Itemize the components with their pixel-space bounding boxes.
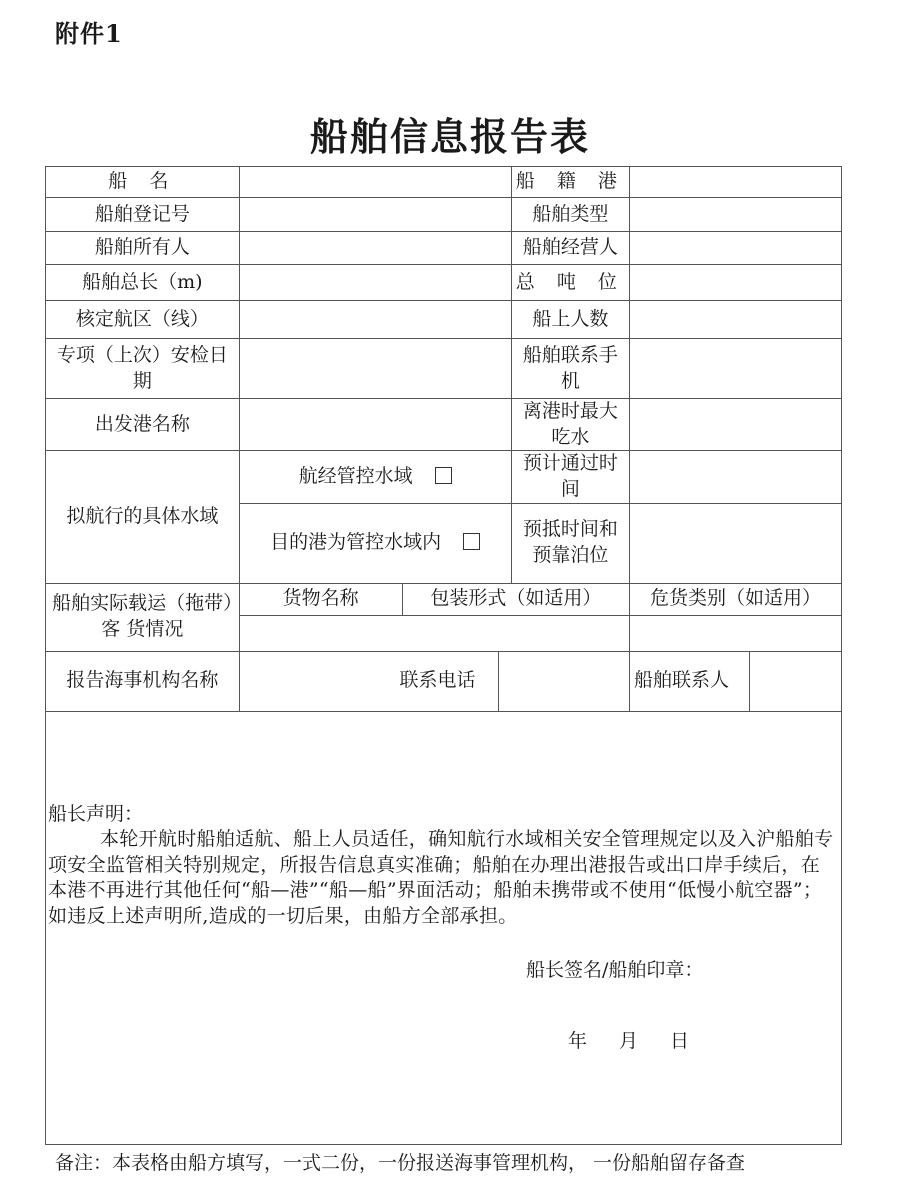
cargo-name-header: 货物名称 <box>239 583 402 615</box>
dest-controlled-checkbox[interactable] <box>463 533 480 550</box>
msa-name-input[interactable] <box>239 651 498 711</box>
day-label: 日 <box>670 1030 690 1053</box>
eta-pass-label: 预计通过时间 <box>511 451 629 503</box>
mobile-input[interactable] <box>629 339 841 399</box>
tonnage-label: 总 吨 位 <box>511 265 629 301</box>
departure-port-label: 出发港名称 <box>46 399 240 451</box>
owner-label: 船舶所有人 <box>46 232 240 265</box>
dest-controlled-label: 目的港为管控水域内 <box>270 531 442 554</box>
packaging-header: 包装形式（如适用） <box>402 583 629 615</box>
inspection-date-input[interactable] <box>239 339 511 399</box>
registry-port-label: 船 籍 港 <box>511 167 629 198</box>
via-controlled-option[interactable] <box>239 451 511 503</box>
eta-pass-input[interactable] <box>629 451 841 503</box>
owner-input[interactable] <box>239 232 511 265</box>
declaration-body: 本轮开航时船舶适航、船上人员适任，确知航行水域相关安全管理规定以及入沪船舶专项安全监管相关特别规定，所报告信息真实准确；船舶在办理出港报告或出口岸手续后，在本港不再进行其他任何“船—港”“船—船”界面活动；船舶未携带或不使用“低慢小航空器”；如违反上述声明所,造成的一切后果，由船方全部承担。 <box>48 828 834 928</box>
ship-type-label: 船舶类型 <box>511 198 629 232</box>
length-label: 船舶总长（m) <box>46 265 240 301</box>
mobile-label: 船舶联系手机 <box>511 339 629 399</box>
phone-label: 联系电话 <box>399 669 476 692</box>
declaration-section <box>46 711 842 1144</box>
via-controlled-label: 航经管控水域 <box>298 465 413 488</box>
footnote: 备注：本表格由船方填写，一式二份，一份报送海事管理机构， 一份船舶留存备查 <box>55 1152 746 1174</box>
registration-no-label: 船舶登记号 <box>46 198 240 232</box>
ship-name-input[interactable] <box>239 167 511 198</box>
max-draft-label: 离港时最大吃水 <box>511 399 629 451</box>
arrival-berth-input[interactable] <box>629 503 841 583</box>
registration-no-input[interactable] <box>239 198 511 232</box>
registry-port-input[interactable] <box>629 167 841 198</box>
waters-label: 拟航行的具体水域 <box>46 451 240 583</box>
month-label: 月 <box>619 1030 639 1053</box>
report-form-table <box>45 166 842 1145</box>
length-input[interactable] <box>239 265 511 301</box>
signature-label: 船长签名/船舶印章： <box>526 958 704 981</box>
dg-class-input[interactable] <box>629 615 841 651</box>
ship-name-label: 船 名 <box>46 167 240 198</box>
dg-class-header: 危货类别（如适用） <box>629 583 841 615</box>
departure-port-input[interactable] <box>239 399 511 451</box>
tonnage-input[interactable] <box>629 265 841 301</box>
attachment-label: 附件1 <box>55 19 123 48</box>
msa-name-label: 报告海事机构名称 <box>46 651 240 711</box>
inspection-date-label: 专项（上次）安检日期 <box>46 339 240 399</box>
nav-area-input[interactable] <box>239 301 511 339</box>
via-controlled-checkbox[interactable] <box>435 467 452 484</box>
ship-type-input[interactable] <box>629 198 841 232</box>
contact-input[interactable] <box>750 651 842 711</box>
page-title: 船舶信息报告表 <box>309 114 590 159</box>
persons-onboard-label: 船上人数 <box>511 301 629 339</box>
operator-input[interactable] <box>629 232 841 265</box>
operator-label: 船舶经营人 <box>511 232 629 265</box>
arrival-berth-label: 预抵时间和预靠泊位 <box>511 503 629 583</box>
contact-label: 船舶联系人 <box>629 651 749 711</box>
nav-area-label: 核定航区（线） <box>46 301 240 339</box>
year-label: 年 <box>568 1030 588 1053</box>
persons-onboard-input[interactable] <box>629 301 841 339</box>
phone-input[interactable] <box>498 651 629 711</box>
dest-controlled-option[interactable] <box>239 503 511 583</box>
declaration-heading: 船长声明： <box>48 802 144 825</box>
date-line <box>568 1029 837 1055</box>
cargo-situation-label: 船舶实际载运（拖带）客 货情况 <box>46 583 240 651</box>
max-draft-input[interactable] <box>629 399 841 451</box>
cargo-details-input[interactable] <box>239 615 629 651</box>
